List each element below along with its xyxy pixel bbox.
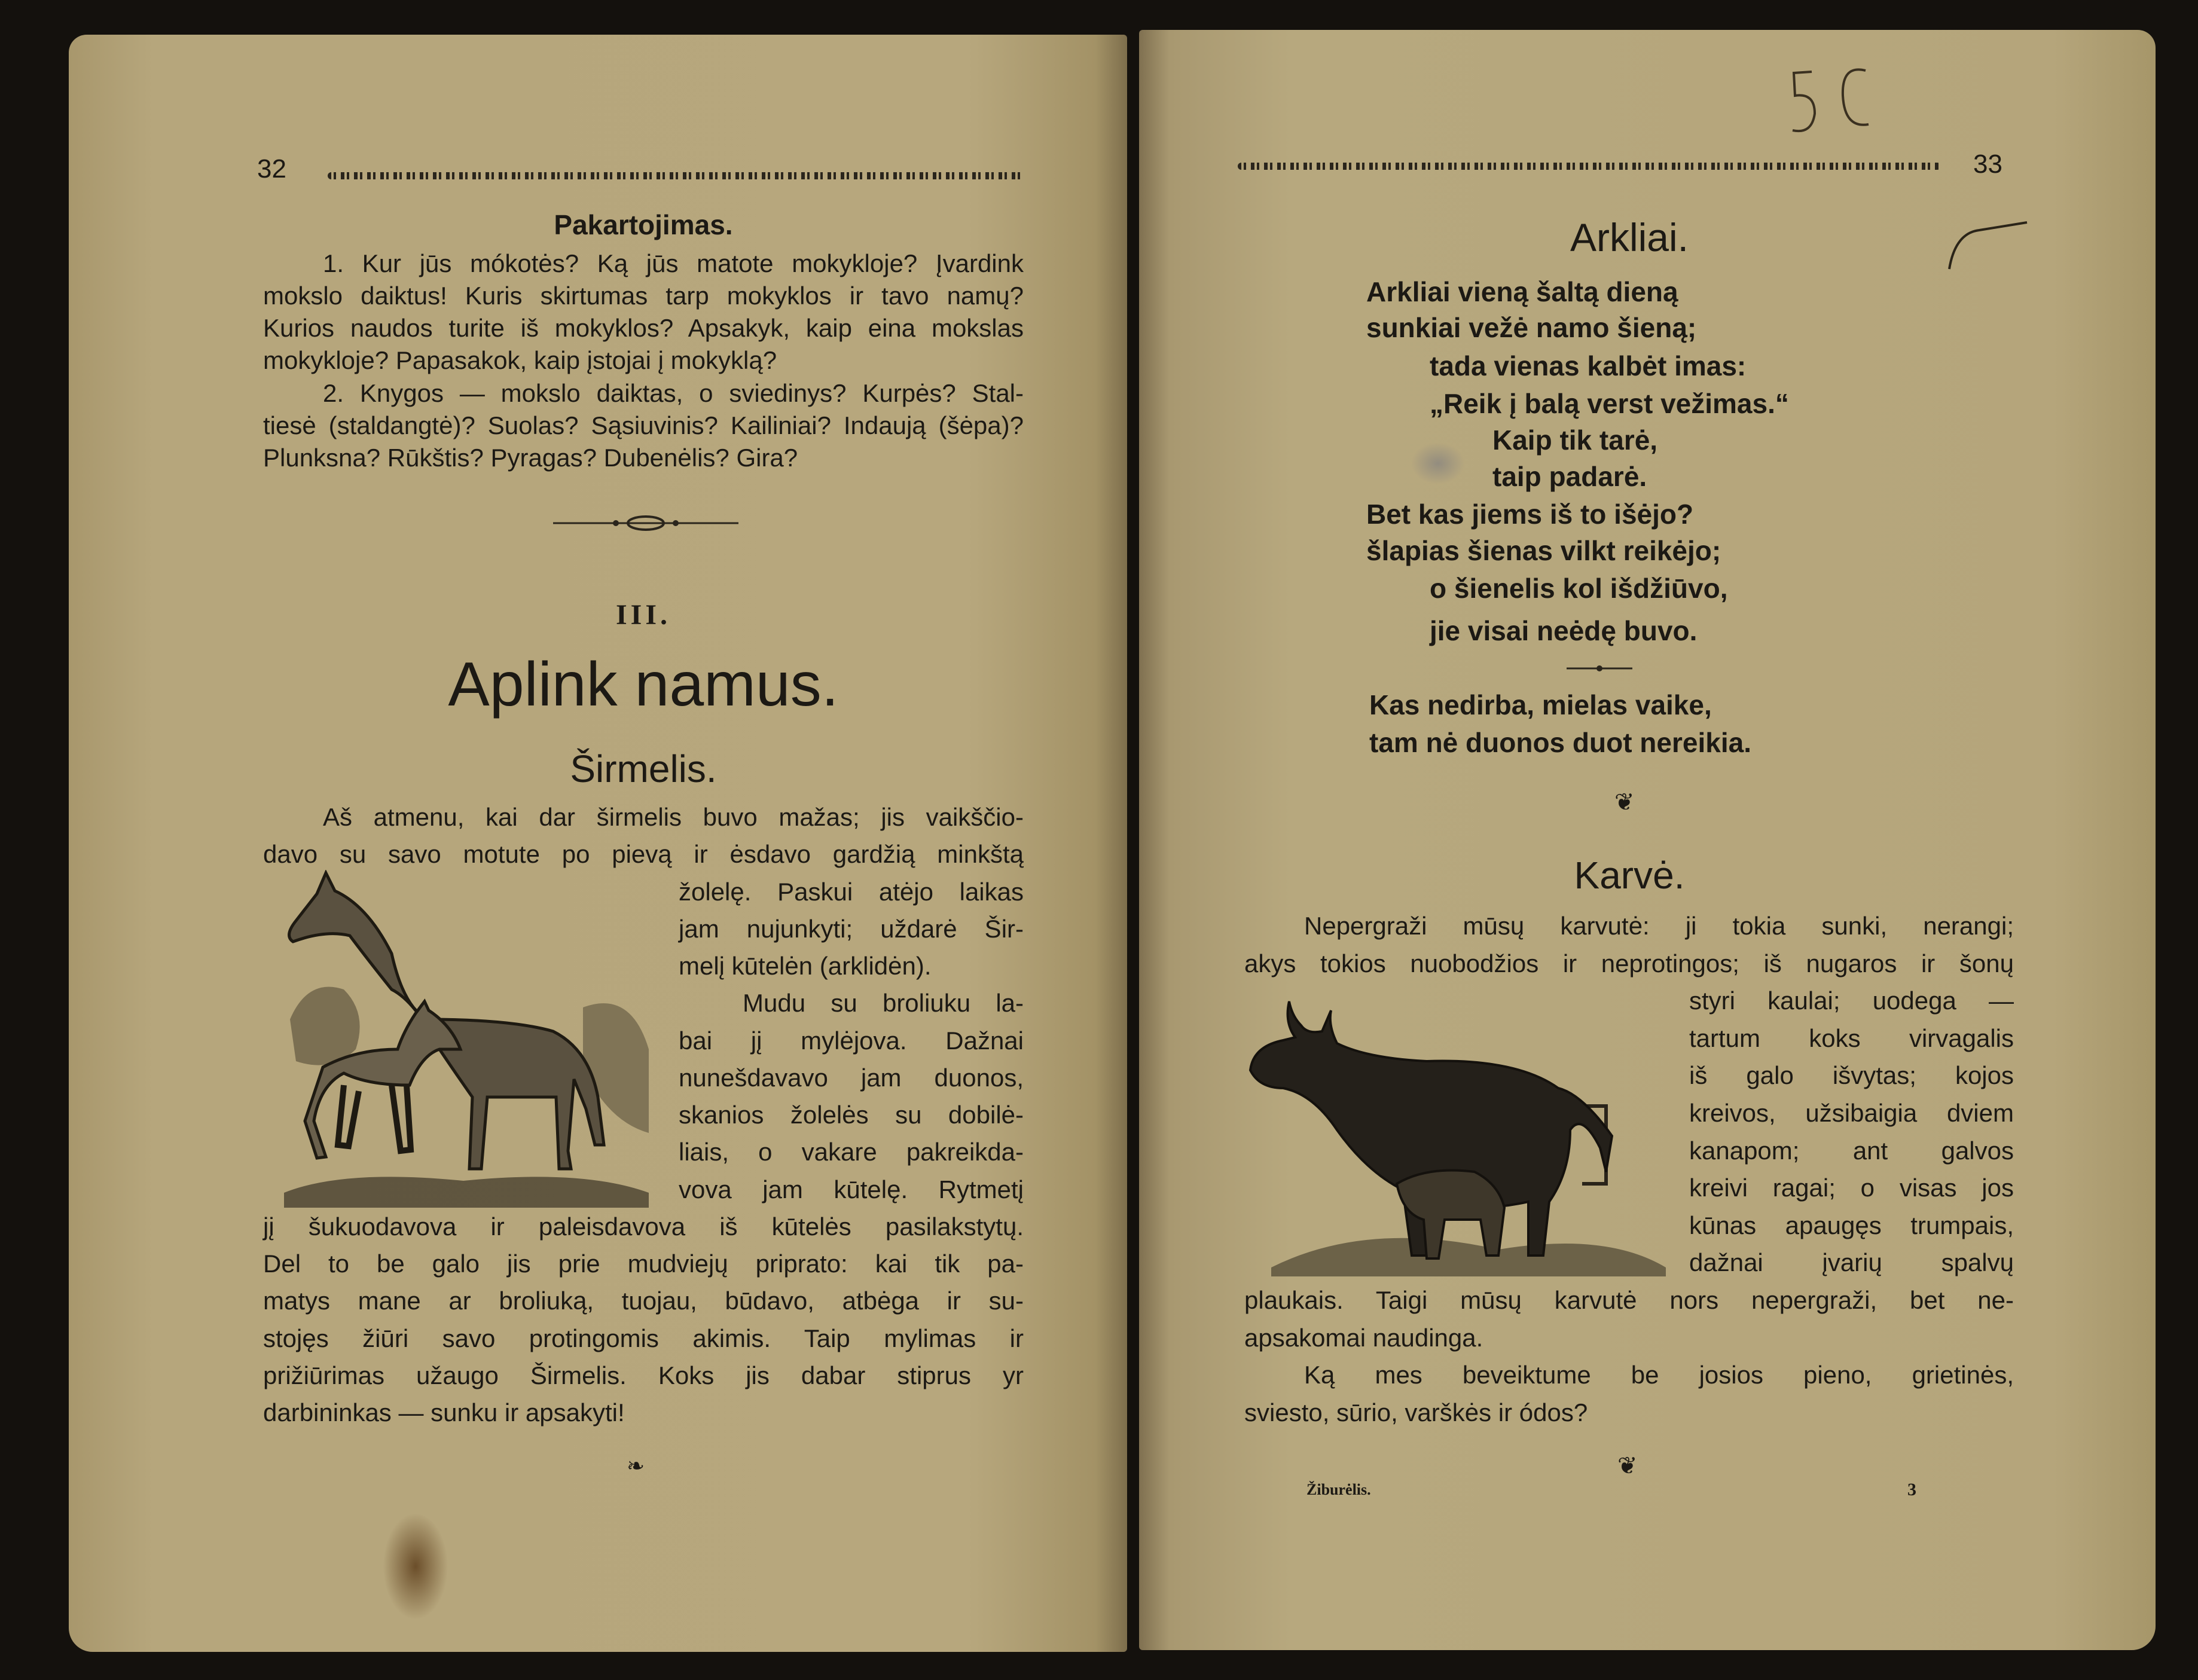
cow-and-calf-illustration — [1247, 992, 1675, 1276]
story-text-line: skanios žolelės su dobilė- — [679, 1101, 1024, 1129]
story-text-line: iš galo išvytas; kojos — [1689, 1061, 2014, 1090]
poem-line: o šienelis kol išdžiūvo, — [1430, 573, 1728, 604]
header-ornament-right — [1238, 163, 1941, 170]
story-text-line: styri kaulai; uodega — — [1689, 986, 2014, 1015]
poem-moral-line: tam nė duonos duot nereikia. — [1369, 727, 1751, 758]
poem-line: Arkliai vieną šaltą dieną — [1366, 276, 1678, 307]
story-text-line: tartum koks virvagalis — [1689, 1024, 2014, 1052]
header-ornament — [328, 172, 1024, 179]
section-title: Aplink namus. — [448, 650, 839, 719]
ink-smudge — [1411, 442, 1465, 484]
story-text-line: sviesto, sūrio, varškės ir ódos? — [1244, 1398, 1588, 1427]
poem-title: Arkliai. — [1570, 215, 1689, 259]
review-text-line: Plunksna? Rūkštis? Pyragas? Dubenėlis? Gira? — [263, 444, 798, 472]
page-number-left: 32 — [257, 154, 286, 184]
poem-line: taip padarė. — [1492, 461, 1647, 492]
page-number-right: 33 — [1973, 149, 2002, 179]
review-text-line: mokslo daiktus! Kuris skirtumas tarp mokyklos ir tavo namų? — [263, 282, 1024, 310]
story-text-line: bai jį mylėjova. Dažnai — [679, 1026, 1024, 1055]
story-text-line: darbininkas — sunku ir apsakyti! — [263, 1398, 625, 1427]
leaf-ornament-icon: ❦ — [1617, 1453, 1638, 1479]
story-text-line: Ką mes beveiktume be josios pieno, grietinės, — [1304, 1361, 2014, 1389]
story-text-line: plaukais. Taigi mūsų karvutė nors nepergraži, bet ne- — [1244, 1286, 2014, 1314]
review-text-line: 2. Knygos — mokslo daiktas, o sviedinys? Kurpės? Stal- — [323, 379, 1024, 407]
story-text-line: dažnai įvarių spalvų — [1689, 1248, 2014, 1277]
story-text-line: davo su savo motute po pievą ir ėsdavo gardžią minkštą — [263, 840, 1024, 869]
story-text-line: akys tokios nuobodžios ir neprotingos; iš nugaros ir šonų — [1244, 949, 2014, 978]
leaf-ornament-icon: ❧ — [627, 1453, 645, 1478]
story-text-line: kreivos, užsibaigia dviem — [1689, 1099, 2014, 1127]
poem-line: Bet kas jiems iš to išėjo? — [1366, 499, 1694, 530]
small-divider-icon — [1567, 662, 1632, 674]
footer-signature: Žiburėlis. — [1306, 1481, 1371, 1498]
story-text-line: prižiūrimas užaugo Širmelis. Koks jis dabar stiprus yr — [263, 1361, 1024, 1389]
story-text-line: Mudu su broliuku la- — [743, 989, 1024, 1018]
story-text-line: jį šukuodavova ir paleisdavova iš kūtelės pasilakstytų. — [263, 1212, 1024, 1241]
story-text-line: nunešdavavo jam duonos, — [679, 1063, 1024, 1092]
review-title: Pakartojimas. — [554, 209, 733, 240]
story-title-sirmelis: Širmelis. — [570, 747, 717, 790]
story-text-line: matys mane ar broliuką, tuojau, būdavo, atbėga ir su- — [263, 1287, 1024, 1315]
paper-stain — [383, 1513, 448, 1620]
poem-line: šlapias šienas vilkt reikėjo; — [1366, 535, 1721, 566]
story-text-line: liais, o vakare pakreikda- — [679, 1138, 1024, 1166]
review-text-line: Kurios naudos turite iš mokyklos? Apsakyk, kaip eina mokslas — [263, 314, 1024, 342]
handwritten-mark — [1788, 60, 1878, 138]
story-text-line: kanapom; ant galvos — [1689, 1136, 2014, 1165]
poem-line: Kaip tik tarė, — [1492, 424, 1658, 456]
story-text-line: Aš atmenu, kai dar širmelis buvo mažas; jis vaikščio- — [323, 803, 1024, 831]
story-text-line: kūnas apaugęs trumpais, — [1689, 1211, 2014, 1239]
story-text-line: Nepergraži mūsų karvutė: ji tokia sunki, nerangi; — [1304, 912, 2014, 940]
footer-sheet-number: 3 — [1907, 1480, 1916, 1499]
poem-moral-line: Kas nedirba, mielas vaike, — [1369, 689, 1712, 720]
review-text-line: tiesė (staldangtė)? Suolas? Sąsiuvinis? Kailiniai? Indaują (šėpa)? — [263, 411, 1024, 439]
story-text-line: kreivi ragai; o visas jos — [1689, 1174, 2014, 1202]
poem-line: „Reik į balą verst vežimas.“ — [1430, 388, 1789, 419]
story-title-karve: Karvė. — [1574, 854, 1685, 897]
divider-ornament-icon — [553, 514, 738, 532]
story-text-line: stojęs žiūri savo protingomis akimis. Taip mylimas ir — [263, 1324, 1024, 1352]
review-text-line: 1. Kur jūs mókotės? Ką jūs matote mokykloje? Įvardink — [323, 249, 1024, 277]
poem-line: tada vienas kalbėt imas: — [1430, 350, 1747, 381]
story-text-line: Del to be galo jis prie mudviejų priprato: kai tik pa- — [263, 1250, 1024, 1278]
review-text-line: mokykloje? Papasakok, kaip įstojai į mokyklą? — [263, 346, 777, 374]
poem-line: sunkiai vežė namo šieną; — [1366, 312, 1697, 343]
story-text-line: vova jam kūtelę. Rytmetį — [679, 1175, 1024, 1204]
story-text-line: jam nujunkyti; uždarė Šir- — [679, 914, 1024, 943]
horse-and-foal-illustration — [272, 870, 655, 1208]
section-number: III. — [615, 599, 671, 631]
story-text-line: melį kūtelėn (arklidėn). — [679, 952, 932, 980]
leaf-ornament-icon: ❦ — [1614, 789, 1635, 815]
story-text-line: apsakomai naudinga. — [1244, 1323, 1483, 1352]
poem-line: jie visai neėdę buvo. — [1430, 615, 1698, 646]
story-text-line: žolelę. Paskui atėjo laikas — [679, 877, 1024, 906]
